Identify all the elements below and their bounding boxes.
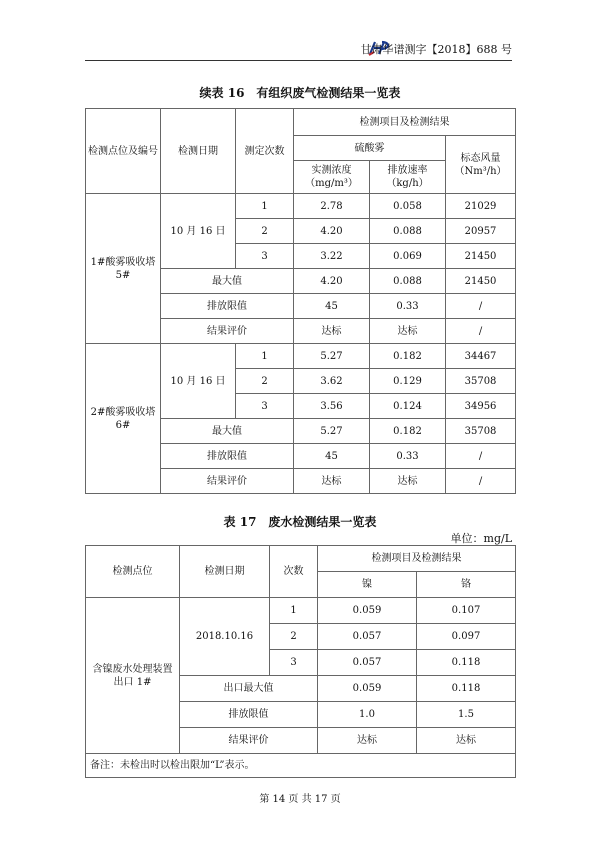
conc-cell: 3.56 <box>294 394 370 419</box>
conc-cell: 达标 <box>294 469 370 494</box>
rate-cell: 0.33 <box>370 294 446 319</box>
cr-cell: 达标 <box>417 728 516 754</box>
rate-cell: 0.129 <box>370 369 446 394</box>
flow-cell: / <box>446 294 516 319</box>
conc-cell: 4.20 <box>294 219 370 244</box>
table17-caption: 表 17 废水检测结果一览表 <box>223 515 377 529</box>
table17-unit: 单位：mg/L <box>450 532 512 545</box>
max-label: 出口最大值 <box>180 676 318 702</box>
conc-cell: 4.20 <box>294 269 370 294</box>
rate-cell: 0.182 <box>370 344 446 369</box>
flow-cell: 21450 <box>446 269 516 294</box>
flow-cell: 20957 <box>446 219 516 244</box>
conc-cell: 3.22 <box>294 244 370 269</box>
page-number: 第 14 页 共 17 页 <box>259 794 341 805</box>
rate-cell: 达标 <box>370 319 446 344</box>
flow-header: 标态风量（Nm³/h） <box>446 136 516 194</box>
ni-cell: 0.059 <box>318 676 417 702</box>
table17 <box>85 545 516 778</box>
page-header <box>85 38 512 61</box>
times-cell: 2 <box>270 624 318 650</box>
times-cell: 1 <box>270 598 318 624</box>
date-cell: 10 月 16 日 <box>161 344 236 419</box>
items-header: 检测项目及检测结果 <box>294 109 516 136</box>
flow-cell: 35708 <box>446 369 516 394</box>
rate-cell: 0.33 <box>370 444 446 469</box>
rate-cell: 0.069 <box>370 244 446 269</box>
times-cell: 1 <box>236 194 294 219</box>
rate-cell: 达标 <box>370 469 446 494</box>
cr-cell: 0.097 <box>417 624 516 650</box>
date-cell: 2018.10.16 <box>180 598 270 676</box>
col-date-header: 检测日期 <box>180 546 270 598</box>
col-point-header: 检测点位 <box>86 546 180 598</box>
times-cell: 1 <box>236 344 294 369</box>
times-cell: 2 <box>236 219 294 244</box>
table-row <box>86 194 516 219</box>
point-cell: 含镍废水处理装置出口 1# <box>86 598 180 754</box>
ni-header: 镍 <box>318 572 417 598</box>
rate-cell: 0.088 <box>370 219 446 244</box>
conc-cell: 5.27 <box>294 344 370 369</box>
eval-label: 结果评价 <box>180 728 318 754</box>
document-reference: 甘肃华谱测字【2018】688 号 <box>360 43 512 56</box>
table16-caption: 续表 16 有组织废气检测结果一览表 <box>199 86 401 100</box>
flow-cell: / <box>446 444 516 469</box>
rate-cell: 0.058 <box>370 194 446 219</box>
table-row <box>86 344 516 369</box>
ni-cell: 达标 <box>318 728 417 754</box>
conc-cell: 2.78 <box>294 194 370 219</box>
flow-cell: / <box>446 469 516 494</box>
times-cell: 3 <box>236 244 294 269</box>
eval-label: 结果评价 <box>161 319 294 344</box>
conc-cell: 45 <box>294 444 370 469</box>
point-cell: 1#酸雾吸收塔 5# <box>86 194 161 344</box>
max-label: 最大值 <box>161 269 294 294</box>
flow-cell: 34956 <box>446 394 516 419</box>
times-cell: 3 <box>270 650 318 676</box>
table-note: 备注：未检出时以检出限加“L”表示。 <box>86 754 516 778</box>
ni-cell: 1.0 <box>318 702 417 728</box>
flow-cell: 35708 <box>446 419 516 444</box>
rate-header: 排放速率（kg/h） <box>370 161 446 194</box>
conc-header: 实测浓度（mg/m³） <box>294 161 370 194</box>
times-cell: 2 <box>236 369 294 394</box>
eval-label: 结果评价 <box>161 469 294 494</box>
limit-label: 排放限值 <box>161 444 294 469</box>
flow-cell: 21029 <box>446 194 516 219</box>
col-date-header: 检测日期 <box>161 109 236 194</box>
limit-label: 排放限值 <box>161 294 294 319</box>
ni-cell: 0.057 <box>318 650 417 676</box>
flow-cell: 34467 <box>446 344 516 369</box>
rate-cell: 0.182 <box>370 419 446 444</box>
rate-cell: 0.088 <box>370 269 446 294</box>
conc-cell: 5.27 <box>294 419 370 444</box>
date-cell: 10 月 16 日 <box>161 194 236 269</box>
cr-cell: 1.5 <box>417 702 516 728</box>
flow-cell: / <box>446 319 516 344</box>
max-label: 最大值 <box>161 419 294 444</box>
table16 <box>85 108 516 494</box>
cr-cell: 0.118 <box>417 650 516 676</box>
cr-header: 铬 <box>417 572 516 598</box>
table-row <box>86 598 516 624</box>
ni-cell: 0.059 <box>318 598 417 624</box>
times-cell: 3 <box>236 394 294 419</box>
point-cell: 2#酸雾吸收塔 6# <box>86 344 161 494</box>
col-times-header: 次数 <box>270 546 318 598</box>
pollutant-header: 硫酸雾 <box>294 136 446 161</box>
items-header: 检测项目及检测结果 <box>318 546 516 572</box>
cr-cell: 0.107 <box>417 598 516 624</box>
ni-cell: 0.057 <box>318 624 417 650</box>
rate-cell: 0.124 <box>370 394 446 419</box>
conc-cell: 3.62 <box>294 369 370 394</box>
limit-label: 排放限值 <box>180 702 318 728</box>
col-point-header: 检测点位及编号 <box>86 109 161 194</box>
col-times-header: 测定次数 <box>236 109 294 194</box>
flow-cell: 21450 <box>446 244 516 269</box>
cr-cell: 0.118 <box>417 676 516 702</box>
conc-cell: 45 <box>294 294 370 319</box>
conc-cell: 达标 <box>294 319 370 344</box>
